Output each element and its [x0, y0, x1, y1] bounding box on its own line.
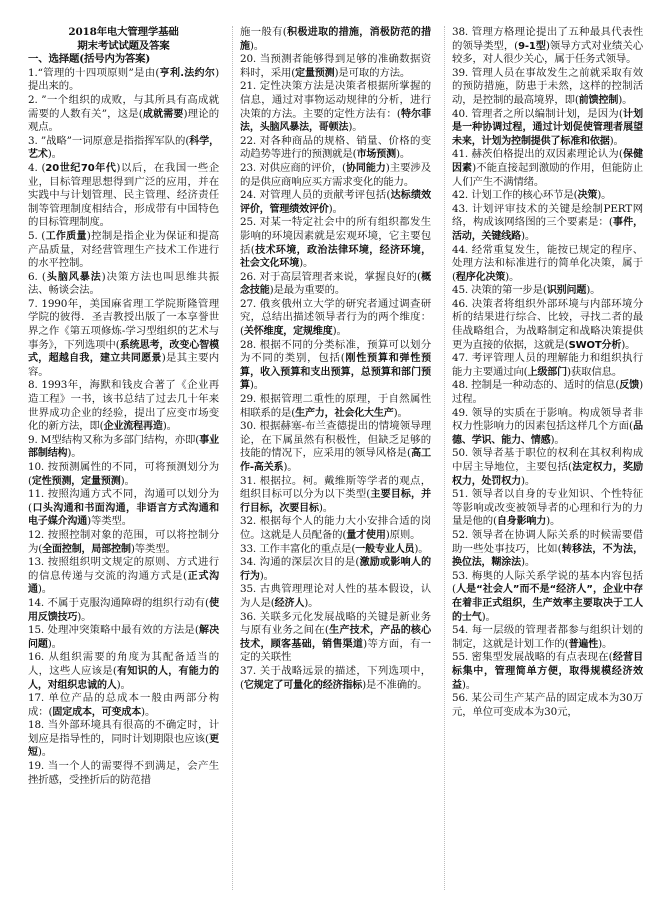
question-text-tail: )。: [141, 705, 156, 718]
answer-text: 保健因素: [452, 149, 643, 174]
question-text: 29. 根据管理二重性的原理，于自然属性相联系的是(: [240, 393, 431, 419]
answer-text: 市场预测: [356, 149, 396, 161]
question-text: 55. 密集型发展战略的有点表现在(: [452, 651, 613, 664]
question-text-tail: )不能直接起到激励的作用，但能防止人们产生不满情绪。: [452, 161, 643, 188]
question-item: [240, 665, 431, 692]
question-text: 54. 每一层级的管理者都参与组织计划的制定，这就是计划工作的(: [452, 624, 643, 650]
question-text-tail: )是不准确的。: [362, 678, 428, 691]
answer-text: 使用反馈技巧: [28, 597, 219, 623]
question-text-tail: )。: [249, 39, 265, 52]
answer-text: 解决问题: [28, 625, 219, 650]
question-item: [28, 271, 219, 298]
answer-text: 全面控制，局部控制: [42, 543, 131, 555]
question-text: 53. 梅奥的人际关系学说的基本内容包括(: [452, 569, 643, 596]
question-text: 21. 定性决策方法是决策者根据所掌握的信息，通过对事物运动规律的分析，进行决策的方法。主要的定性方法有：(: [240, 80, 431, 120]
question-text-tail: )领导方式对业绩关心较多，对人很少关心，属于任务式领导。: [452, 39, 643, 66]
question-text-tail: )原则。: [385, 528, 421, 541]
answer-text: 自身影响力: [496, 516, 547, 528]
answer-text: 一般专业人员: [355, 543, 415, 555]
column-left: [28, 26, 219, 787]
question-text: 28. 根据不同的分类标准，预算可以划分为不同的类别，包括(: [240, 338, 431, 365]
question-item: [240, 80, 431, 134]
question-text: 45. 决策的第一步是(: [452, 284, 547, 297]
answer-text: 科学，艺术: [28, 135, 219, 161]
question-item: [452, 407, 643, 448]
question-text-tail: )。: [505, 270, 520, 283]
question-text-tail: )。: [47, 637, 62, 650]
question-text-tail: )。: [318, 501, 333, 514]
question-item: [28, 135, 219, 162]
question-text-tail: )。: [461, 678, 477, 691]
question-item: [452, 148, 643, 189]
answer-text: 特尔菲法，头脑风暴法，哥顿法: [240, 108, 431, 134]
question-text: 3. ”战略”一词原意是指指挥军队的(: [28, 134, 190, 147]
question-item: [28, 529, 219, 556]
question-text: 12. 按照控制对象的范围，可以将控制分为(: [28, 528, 219, 555]
question-item: [452, 203, 643, 244]
question-item: [452, 108, 643, 149]
question-item: [28, 230, 219, 271]
answer-text: 亨利.法约尔: [159, 67, 216, 79]
answer-text: 定量预测: [295, 67, 335, 79]
question-text: 2. ”一个组织的成败，与其所具有高成就需要的人数有关”，这是(: [28, 93, 219, 120]
answer-text: 关怀维度，定规维度: [243, 326, 333, 338]
question-text: 26. 对于高层管理者来说，掌握良好的(: [240, 270, 421, 283]
question-text-tail: )等类型。: [87, 515, 132, 528]
question-text-tail: )。: [395, 148, 411, 161]
question-text: 17. 单位产品的总成本一般由两部分构成：(: [28, 692, 219, 718]
answer-text: 9-1型: [518, 40, 546, 52]
question-item: [452, 26, 643, 67]
question-text-tail: )。: [328, 202, 343, 215]
question-text-tail: )是可取的方法。: [334, 66, 411, 79]
answer-text: 正式沟通: [28, 570, 219, 596]
answer-text: 经营目标集中，管理简单方便，取得规模经济效益: [452, 652, 643, 691]
question-text: 36. 关联多元化发展战略的关键是新业务与原有业务之间在(: [240, 610, 431, 637]
question-text: 19. 当一个人的需要得不到满足，会产生挫折感，受挫折后的防范措: [28, 760, 219, 786]
question-text-tail: )。: [414, 542, 429, 555]
question-item: [28, 379, 219, 433]
question-item: [28, 67, 219, 94]
answer-text: 经济人: [274, 597, 305, 609]
question-text: 31. 根据拉。柯。戴维斯等学者的观点，组织目标可以分为以下类型(: [240, 474, 431, 501]
answer-text: 转移法，不为法，换位法，糊涂法: [452, 543, 643, 569]
question-text: 33. 工作丰富化的重点是(: [240, 542, 356, 555]
answer-text: 激励或影响人的行为: [240, 557, 432, 582]
section-heading: 一、选择题(括号内为答案): [28, 53, 151, 66]
question-text-tail: )。: [304, 596, 319, 609]
question-text-tail: )。: [481, 610, 496, 623]
question-text-tail: )等方面，有一定的关联性: [240, 637, 431, 664]
answer-text: 概念技能: [240, 271, 431, 297]
question-text-tail: )。: [249, 379, 265, 392]
question-item: [452, 529, 643, 570]
answer-text: 事业部制结构: [28, 434, 220, 460]
question-item: [28, 94, 219, 135]
answer-text: 识别问题: [546, 285, 587, 297]
answer-text: 决策: [577, 190, 598, 202]
question-text: 25. 对某一特定社会中的所有组织都发生影响的环境因素就是宏观环境，它主要包括(: [240, 216, 431, 256]
question-text-tail: )。: [393, 406, 408, 419]
answer-text: 技术环境，政治法律环境，经济环境，社会文化环境: [240, 244, 431, 270]
question-item: [28, 434, 219, 461]
question-text: 42. 计划工作的核心环节是(: [452, 189, 578, 202]
question-item: [240, 583, 431, 610]
question-text: 46. 决策者将组织外部环境与内部环境分析的结果进行综合、比较，寻找二者的最佳战略组合，为战略制定和战略决策提供更为直接的依据，这就是(: [452, 297, 643, 351]
question-text-tail: )。: [77, 610, 92, 623]
question-item: [28, 760, 219, 787]
question-item: [240, 271, 431, 298]
question-item: [240, 189, 431, 216]
answer-text: 量才使用: [346, 529, 386, 541]
question-text: 13. 按照组织明文规定的原则、方式进行的信息传递与交流的沟通方式是(: [28, 556, 219, 582]
question-text-tail: )。: [283, 461, 298, 473]
question-text-tail: )。: [47, 148, 62, 161]
answer-text: 积极进取的措施，消极防范的措施: [240, 27, 431, 52]
question-text: 5. (: [28, 229, 46, 242]
question-item: [452, 244, 643, 285]
question-text: 4. (: [28, 161, 46, 174]
question-item: [240, 216, 431, 270]
answer-text: 口头沟通和书面沟通，非语言方式沟通和电子媒介沟通: [28, 502, 219, 528]
answer-text: 上级部门: [527, 366, 567, 378]
question-text-tail: )。: [120, 474, 135, 487]
answer-text: 有知识的人，有能力的人，对组织忠诚的人: [28, 665, 220, 691]
question-text-tail: )。: [597, 189, 612, 202]
question-text: 47. 考评管理人员的理解能力和组织执行能力主要通过向(: [452, 352, 643, 378]
question-text-tail: )。: [546, 515, 561, 528]
question-text: 49. 领导的实质在于影响。构成领导者非权力性影响力的因素包括这样几个方面(: [452, 406, 643, 433]
question-text-tail: )。: [609, 134, 624, 147]
answer-text: 生产技术，产品的核心技术，顾客基础，销售渠道: [240, 625, 432, 650]
question-item: [452, 284, 643, 298]
answer-text: SWOT分析: [568, 339, 622, 351]
question-text-tail: )。: [621, 338, 636, 351]
question-item: [240, 420, 431, 474]
question-text: 39. 管理人员在事故发生之前就采取有效的预防措施，防患于未然，这样的控制活动，是控制的最高境界，即(: [452, 66, 643, 106]
question-item: [240, 26, 431, 53]
question-text-tail: )。: [348, 121, 363, 134]
question-text-tail: )提出来的。: [28, 66, 219, 93]
question-text-tail: )。: [116, 678, 131, 691]
question-text: 6. (: [28, 270, 46, 283]
question-item: [452, 352, 643, 379]
answer-text: 20世纪70年代: [45, 162, 117, 174]
answer-text: 程序化决策: [455, 271, 506, 283]
column-divider: [232, 26, 233, 890]
question-text-tail: )理论的观点。: [28, 107, 219, 134]
title-line-1: 2018年电大管理学基础: [68, 26, 179, 38]
question-text: 11. 按照沟通方式不同，沟通可以划分为(: [28, 488, 219, 514]
question-text: 23. 对供应商的评价，(: [240, 161, 346, 174]
question-text-tail: )主要涉及的是供应商响应买方需求变化的能力。: [240, 161, 431, 188]
title-line-2: 期末考试试题及答案: [77, 39, 170, 52]
question-item: [452, 570, 643, 624]
question-text: 18. 当外部环境具有很高的不确定时，计划应是指导性的，同时计划期限也应该(: [28, 719, 219, 745]
question-item: [28, 719, 219, 760]
answer-text: 法定权力，奖励权力，处罚权力: [452, 462, 643, 487]
question-text-tail: )。: [332, 325, 347, 338]
question-text: 43. 计划评审技术的关键是绘制PERT网络，构成该网络图的三个要素是：(: [452, 202, 643, 229]
answer-text: 人是“社会人”而不是“经济人”，企业中存在着非正式组织，生产效率主要取决于工人的士气: [452, 584, 643, 623]
question-text-tail: )过程。: [452, 379, 644, 406]
question-text: 44. 经常重复发生，能按已规定的程序、处理方法和标准进行的简单化决策，属于(: [452, 243, 643, 283]
question-text-tail: )。: [520, 556, 536, 569]
question-item: [240, 135, 431, 162]
question-item: [28, 298, 219, 380]
question-text-tail: )。: [586, 284, 601, 297]
question-item: [452, 379, 643, 406]
question-item: [28, 162, 219, 230]
question-item: [240, 162, 431, 189]
question-item: [240, 298, 431, 339]
question-text: 14. 不属于克服沟通障碍的组织行动有(: [28, 596, 209, 609]
answer-text: 成就需要: [142, 108, 184, 120]
question-item: [452, 67, 643, 108]
question-text: 1.“管理的十四项原则”是由(: [28, 66, 160, 79]
answer-text: 刚性预算和弹性预算，收入预算和支出预算，总预算和部门预算: [240, 353, 431, 392]
answer-text: 生产力，社会化大生产: [295, 407, 394, 419]
answer-text: 反馈: [619, 380, 640, 392]
question-text: 20. 当预测者能够得到足够的准确数据资料时，采用(: [240, 53, 431, 79]
answer-text: 前馈控制: [578, 94, 619, 106]
question-text-tail: )。: [520, 474, 536, 487]
question-text: 15. 处理冲突策略中最有效的方法是(: [28, 624, 199, 637]
question-text-tail: )是其主要内容。: [28, 352, 219, 378]
question-text: 8. 1993年，海默和钱皮合著了《企业再造工程》一书，该书总结了过去几十年来世界成功企业的经验，提出了应变市场变化的新方法，即(: [28, 379, 219, 433]
question-text: 16. 从组织需要的角度为其配备适当的人，这些人应该是(: [28, 651, 219, 677]
question-text-tail: )。: [618, 93, 633, 106]
answer-text: 它规定了可量化的经济指标: [243, 679, 363, 691]
question-text-tail: )。: [299, 257, 314, 270]
question-item: [240, 475, 431, 516]
column-divider: [444, 26, 445, 890]
question-text: 51. 领导者以自身的专业知识、个性特征等影响或改变被领导者的心理和行为的力量是他的(: [452, 488, 643, 528]
question-text: 38. 管理方格理论提出了五种最具代表性的领导类型，(: [452, 26, 643, 52]
answer-text: 品德、学识、能力、情感: [452, 421, 643, 446]
question-text-tail: )控制是指企业为保证和提高产品质量，对经营管理生产技术工作进行的水平控制。: [28, 229, 220, 270]
question-item: [452, 488, 643, 529]
question-item: [28, 461, 219, 488]
question-item: [452, 651, 643, 692]
column-right: [452, 26, 643, 719]
answer-text: 普遍性: [568, 638, 599, 650]
answer-text: 更短: [28, 733, 219, 759]
question-text-tail: )。: [67, 447, 82, 460]
answer-text: 协同能力: [345, 162, 386, 174]
question-text-tail: )。: [520, 229, 536, 242]
question-item: [240, 543, 431, 557]
question-text: 41. 赫茨伯格提出的双因素理论认为(: [452, 148, 623, 161]
answer-text: 达标绩效评价，管理绩效评价: [240, 190, 431, 215]
question-item: [240, 53, 431, 80]
question-item: [452, 624, 643, 651]
question-item: [240, 339, 431, 393]
question-text: 40. 管理者之所以编制计划，是因为(: [452, 107, 623, 120]
question-text-tail: )。: [37, 583, 53, 596]
question-text: 22. 对各种商品的规格、销量、价格的变动趋势等进行的预测就是(: [240, 134, 431, 161]
question-text: 30. 根据赫塞-布兰查德提出的情境领导理论，在下属虽然有积极性，但缺乏足够的技能的情况下，应采用的领导风格是(: [240, 420, 431, 460]
column-middle: [240, 26, 431, 692]
question-item: [28, 488, 219, 529]
question-list-right: [452, 26, 643, 719]
question-text-tail: )获取信息。: [567, 365, 623, 378]
question-text-tail: )等类型。: [130, 542, 176, 555]
question-item: [28, 556, 219, 597]
answer-text: 主要目标，并行目标，次要目标: [240, 489, 431, 514]
answer-text: 头脑风暴法: [45, 271, 102, 283]
answer-text: 企业流程再造: [103, 421, 163, 433]
question-text: 27. 俄亥俄州立大学的研究者通过调查研究，总结出描述领导者行为的两个维度：(: [240, 297, 431, 338]
question-text: 48. 控制是一种动态的、适时的信息(: [452, 379, 620, 392]
question-list-left: [28, 67, 219, 787]
answer-text: 事件，活动，关键线路: [452, 217, 643, 242]
question-text-tail: )。: [550, 433, 565, 446]
answer-text: 定性预测，定量预测: [31, 475, 121, 487]
question-text: 35. 古典管理理论对人性的基本假设，认为人是(: [240, 583, 431, 609]
answer-text: 固定成本，可变成本: [52, 706, 142, 718]
question-item: [240, 393, 431, 420]
question-item: [452, 692, 643, 719]
question-item: [452, 189, 643, 203]
question-text: 52. 领导者在协调人际关系的时候需要借助一些处事技巧，比如(: [452, 528, 643, 555]
question-text-tail: )决策方法也叫思维共振法、畅谈会法。: [28, 270, 220, 297]
question-text-tail: )。: [162, 420, 177, 433]
question-text-tail: )。: [598, 637, 613, 650]
question-item: [28, 692, 219, 719]
answer-text: 系统思考，改变心智模式，超越自我，建立共同愿景: [28, 339, 219, 365]
question-text: 34. 沟通的深层次目的是(: [240, 556, 360, 569]
question-text-tail: )。: [259, 569, 274, 582]
question-text-tail: )是最为重要的。: [269, 284, 346, 297]
question-text-tail: )。: [37, 746, 53, 759]
question-item: [240, 556, 431, 583]
question-text: 24. 对管理人员的贡献考评包括(: [240, 189, 391, 202]
question-item: [240, 515, 431, 542]
question-item: [452, 447, 643, 488]
question-text: 56. 某公司生产某产品的固定成本为30万元，单位可变成本为30元，: [452, 692, 643, 718]
question-text: 10. 按预测属性的不同，可将预测划分为(: [28, 461, 219, 487]
answer-text: 高工作-高关系: [240, 448, 431, 473]
question-item: [28, 597, 219, 624]
question-text: 32. 根据每个人的能力大小安排合适的岗位。这就是人员配备的(: [240, 515, 431, 541]
question-item: [240, 611, 431, 665]
question-text: 37. 关于战略远景的描述，下列选项中，(: [240, 664, 431, 691]
answer-text: 工作质量: [45, 230, 87, 242]
question-item: [452, 298, 643, 352]
answer-text: 计划是一种协调过程，通过计划促使管理者展望未来，计划为控制提供了标准和依据: [452, 108, 643, 147]
question-text-tail: )以后，在我国一些企业，目标管理思想得到广泛的应用，并在实践中与计划管理、民主管理、经济责任制等管理制度相结合，形成带有中国特色的目标管理制度。: [28, 161, 220, 229]
question-text: 9. M型结构又称为多部门结构，亦即(: [28, 433, 200, 446]
question-text: 7. 1990年，美国麻省理工学院斯隆管理学院的彼得．圣吉教授出版了一本享誉世界之作《第五项修炼-学习型组织的艺术与事务》，下列选项中(: [28, 297, 219, 351]
question-text: 50. 领导者基于职位的权利在其权利构成中居主导地位，主要包括(: [452, 447, 643, 473]
question-item: [28, 651, 219, 692]
question-item: [28, 624, 219, 651]
question-text: 施一般有(: [240, 26, 287, 38]
question-list-middle: [240, 26, 431, 692]
